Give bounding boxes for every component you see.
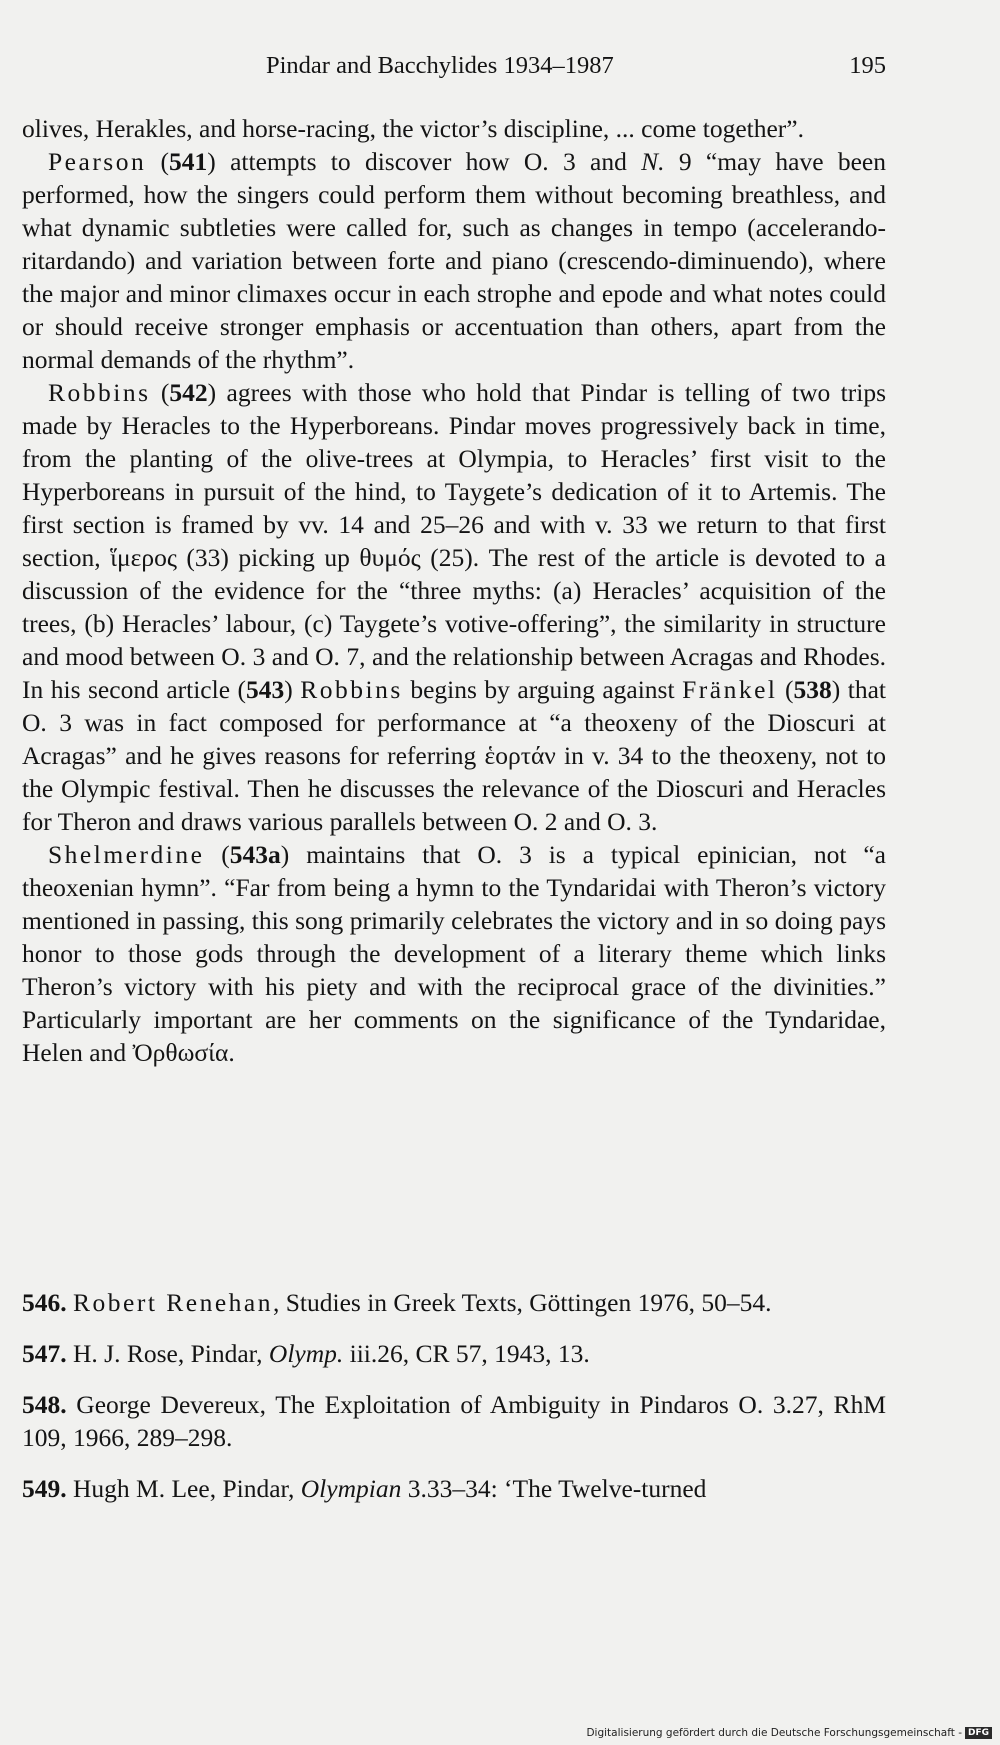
- paragraph-4: Shelmerdine (543a) maintains that O. 3 is a typical epinician, not “a theoxenian hymn”. “Far from being a hymn to the Tyndaridai with Theron’s victory mentioned in passing, this song primarily celebrates the victory and in so doing pays honor to those gods through the development of a literary theme which links Theron’s victory with his piety and with the reciprocal grace of the divinities.” Particularly important are her comments on the significance of the Tyndaridae, Helen and Ὀρθωσία.: [22, 840, 887, 1067]
- paragraph-2: Pearson (541) attempts to discover how O. 3 and N. 9 “may have been performed, how the singers could perform them without becoming breathless, and what dynamic subtleties were called for, such as changes in tempo (accelerando-ritardando) and variation between forte and piano (crescendo-diminuendo), where the major and minor climaxes occur in each strophe and epode and what notes could or should receive stronger emphasis or accentuation than others, apart from the normal demands of the rhythm”.: [22, 147, 886, 374]
- bibliography-entry: 546. Robert Renehan, Studies in Greek Texts, Göttingen 1976, 50–54.: [22, 1288, 772, 1317]
- bibliography-list: [22, 1286, 886, 1505]
- paragraph-3: Robbins (542) agrees with those who hold that Pindar is telling of two trips made by Heracles to the Hyperboreans. Pindar moves progressively back in time, from the planting of the olive-trees at Olympia, to Heracles’ first visit to the Hyperboreans in pursuit of the hind, to Taygete’s dedication of it to Artemis. The first section is framed by vv. 14 and 25–26 and with v. 33 we return to that first section, ἵμερος (33) picking up θυμός (25). The rest of the article is devoted to a discussion of the evidence for the “three myths: (a) Heracles’ acquisition of the trees, (b) Heracles’ labour, (c) Taygete’s votive-offering”, the similarity in structure and mood between O. 3 and O. 7, and the relationship between Acragas and Rhodes. In his second article (543) Robbins begins by arguing against Fränkel (538) that O. 3 was in fact composed for performance at “a theoxeny of the Dioscuri at Acragas” and he gives reasons for referring ἑορτάν in v. 34 to the theoxeny, not to the Olympic festival. Then he discusses the relevance of the Dioscuri and Heracles for Theron and draws various parallels between O. 2 and O. 3.: [22, 378, 886, 836]
- page-number: 195: [849, 52, 886, 79]
- running-header: [22, 52, 886, 92]
- bibliography-entry: 548. George Devereux, The Exploitation of Ambiguity in Pindaros O. 3.27, RhM 109, 1966, 289–298.: [22, 1390, 886, 1452]
- ref-number: 538: [793, 675, 832, 704]
- author-name: Shelmerdine: [48, 840, 205, 869]
- ref-number: 542: [169, 378, 208, 407]
- author-name: Pearson: [48, 147, 147, 176]
- bibliography-entry: 549. Hugh M. Lee, Pindar, Olympian 3.33–34: ‘The Twelve-turned: [22, 1474, 707, 1503]
- ref-number: 543: [246, 675, 285, 704]
- author-name: Robbins: [300, 675, 403, 704]
- credit-text: Digitalisierung gefördert durch die Deutsche Forschungsgemeinschaft -: [586, 1727, 962, 1739]
- author-name: Fränkel: [682, 675, 778, 704]
- ref-number: 541: [169, 147, 208, 176]
- running-title: Pindar and Bacchylides 1934–1987: [266, 52, 614, 79]
- digitization-credit: [586, 1727, 992, 1739]
- ref-number: 543a: [229, 840, 281, 869]
- paragraph-1: olives, Herakles, and horse-racing, the victor’s discipline, ... come together”.: [22, 114, 804, 143]
- dfg-logo: DFG: [965, 1727, 992, 1739]
- author-name: Robbins: [48, 378, 151, 407]
- body-text: [22, 112, 886, 1069]
- bibliography-entry: 547. H. J. Rose, Pindar, Olymp. iii.26, CR 57, 1943, 13.: [22, 1339, 590, 1368]
